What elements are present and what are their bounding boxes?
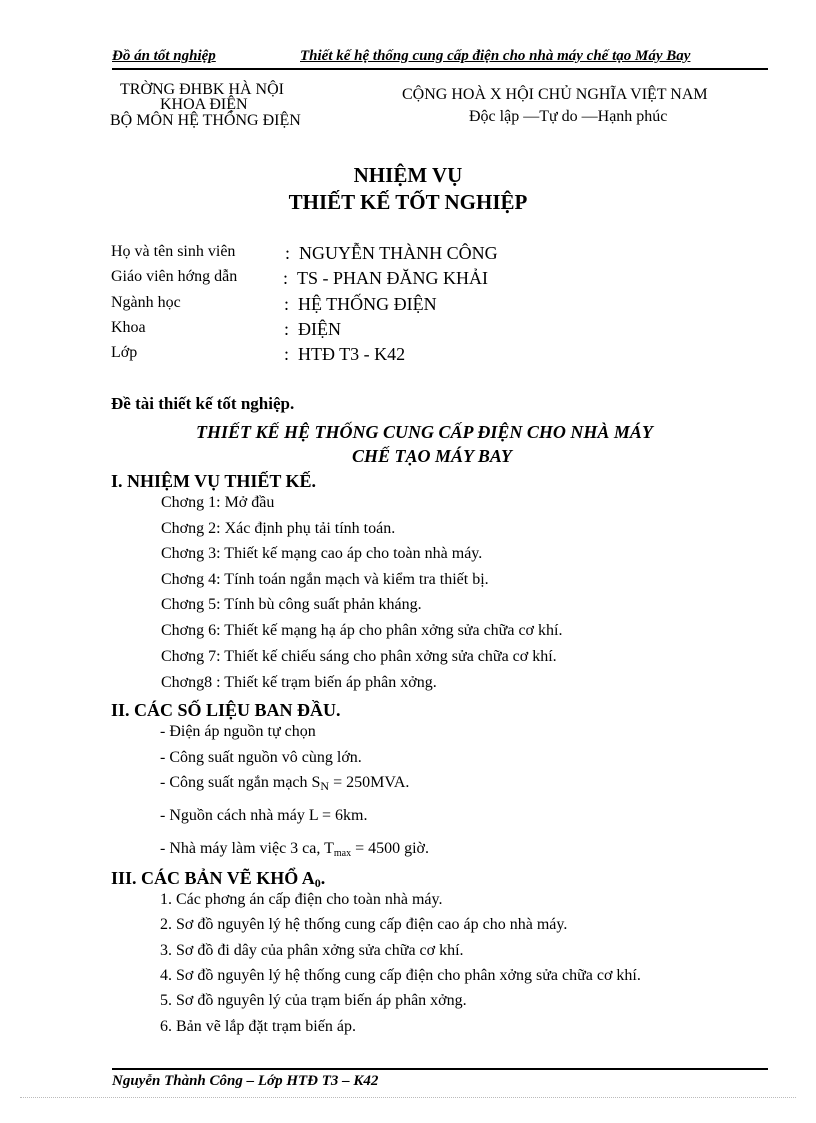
section3-heading	[111, 868, 325, 891]
task-item: Chơng8 : Thiết kế trạm biến áp phân xởng.	[161, 674, 437, 691]
text: .	[320, 868, 326, 888]
info-label-advisor: Giáo viên hớng dẫn	[111, 268, 238, 285]
subscript: N	[320, 779, 330, 793]
info-colon: :	[284, 294, 290, 314]
text: = 4500 giờ.	[351, 840, 430, 857]
info-value-advisor: TS - PHAN ĐĂNG KHẢI	[297, 268, 488, 288]
text: = 250MVA.	[329, 774, 410, 791]
drawing-item: 1. Các phơng án cấp điện cho toàn nhà máy.	[160, 891, 443, 908]
title-line2: THIẾT KẾ TỐT NGHIỆP	[288, 190, 528, 214]
section1-heading: I. NHIỆM VỤ THIẾT KẾ.	[111, 471, 317, 491]
task-item: Chơng 7: Thiết kế chiếu sáng cho phân xởng sửa chữa cơ khí.	[161, 648, 557, 665]
topic-line2: CHẾ TẠO MÁY BAY	[352, 446, 512, 466]
task-item: Chơng 5: Tính bù công suất phản kháng.	[161, 596, 422, 613]
data-item: - Nguồn cách nhà máy L = 6km.	[160, 807, 368, 824]
section2-heading: II. CÁC SỐ LIỆU BAN ĐẦU.	[111, 700, 341, 720]
info-label-name: Họ và tên sinh viên	[111, 243, 236, 260]
text: - Công suất ngắn mạch S	[160, 774, 321, 791]
task-item: Chơng 4: Tính toán ngắn mạch và kiểm tra thiết bị.	[161, 571, 489, 588]
institution-line2: KHOA ĐIỆN	[160, 96, 248, 113]
data-item	[160, 774, 409, 794]
task-item: Chơng 2: Xác định phụ tải tính toán.	[161, 520, 396, 537]
text: - Nhà máy làm việc 3 ca, T	[160, 840, 334, 857]
info-value-name: NGUYỄN THÀNH CÔNG	[299, 243, 498, 263]
institution-line3: BỘ MÔN HỆ THỐNG ĐIỆN	[110, 112, 301, 129]
data-item: - Điện áp nguồn tự chọn	[160, 723, 316, 740]
data-item: - Công suất nguồn vô cùng lớn.	[160, 749, 362, 766]
institution-line1: TRỜNG ĐHBK HÀ NỘI	[120, 81, 284, 98]
subscript: 0	[314, 876, 321, 890]
info-label-faculty: Khoa	[111, 319, 146, 336]
drawing-item: 2. Sơ đồ nguyên lý hệ thống cung cấp điện cao áp cho nhà máy.	[160, 916, 568, 933]
drawing-item: 5. Sơ đồ nguyên lý của trạm biến áp phân xởng.	[160, 992, 467, 1009]
topic-line1: THIẾT KẾ HỆ THỐNG CUNG CẤP ĐIỆN CHO NHÀ MÁY	[196, 422, 653, 442]
info-colon: :	[284, 344, 290, 364]
footer-rule	[112, 1068, 768, 1070]
topic-heading: Đề tài thiết kế tốt nghiệp.	[111, 394, 295, 413]
info-colon: :	[284, 319, 290, 339]
drawing-item: 3. Sơ đồ đi dây của phân xởng sửa chữa cơ khí.	[160, 942, 464, 959]
info-colon: :	[285, 243, 291, 263]
data-item	[160, 840, 429, 859]
page-edge	[20, 1097, 796, 1098]
header-right: Thiết kế hệ thống cung cấp điện cho nhà máy chế tạo Máy Bay	[300, 48, 691, 64]
info-label-class: Lớp	[111, 344, 138, 361]
republic-motto: Độc lập —Tự do —Hạnh phúc	[469, 108, 668, 125]
info-label-major: Ngành học	[111, 294, 181, 311]
header-left: Đồ án tốt nghiệp	[112, 48, 216, 64]
drawing-item: 4. Sơ đồ nguyên lý hệ thống cung cấp điện cho phân xởng sửa chữa cơ khí.	[160, 967, 641, 984]
republic-name: CỘNG HOÀ X HỘI CHỦ NGHĨA VIỆT NAM	[402, 86, 708, 103]
info-value-class: HTĐ T3 - K42	[298, 344, 406, 364]
task-item: Chơng 6: Thiết kế mạng hạ áp cho phân xởng sửa chữa cơ khí.	[161, 622, 563, 639]
text: III. CÁC BẢN VẼ KHỔ A	[111, 868, 315, 888]
info-colon: :	[283, 268, 289, 288]
drawing-item: 6. Bản vẽ lắp đặt trạm biến áp.	[160, 1018, 356, 1035]
footer-text: Nguyễn Thành Công – Lớp HTĐ T3 – K42	[112, 1073, 379, 1089]
task-item: Chơng 1: Mở đầu	[161, 494, 275, 511]
subscript: max	[333, 848, 352, 859]
info-value-faculty: ĐIỆN	[298, 319, 341, 339]
task-item: Chơng 3: Thiết kế mạng cao áp cho toàn nhà máy.	[161, 545, 483, 562]
title-line1: NHIỆM VỤ	[353, 163, 463, 187]
header-rule	[112, 68, 768, 70]
info-value-major: HỆ THỐNG ĐIỆN	[298, 294, 437, 314]
